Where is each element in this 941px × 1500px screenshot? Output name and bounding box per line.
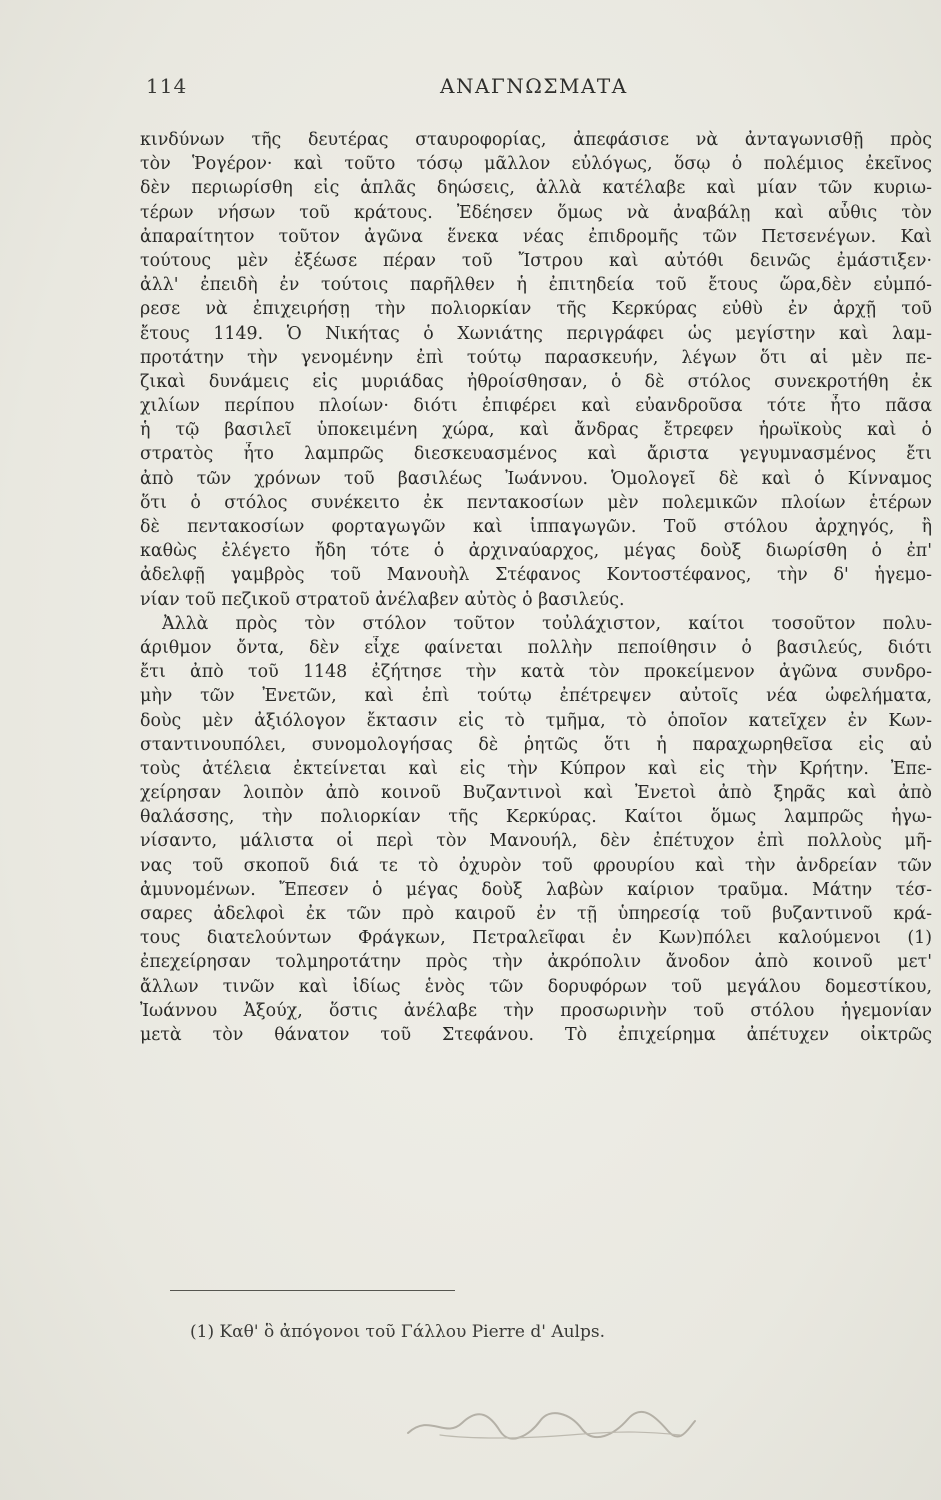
text-line: μὴν τῶν Ἐνετῶν, καὶ ἐπὶ τούτῳ ἐπέτρεψεν αὐτοῖς νέα ὠφελήματα,	[140, 686, 932, 707]
text-line: ἐπεχείρησαν τολμηροτάτην πρὸς τὴν ἀκρόπολιν ἄνοδον ἀπὸ κοινοῦ μετ'	[140, 952, 932, 973]
text-line: χείρησαν λοιπὸν ἀπὸ κοινοῦ Βυζαντινοὶ καὶ Ἐνετοὶ ἀπὸ ξηρᾶς καὶ ἀπὸ	[140, 783, 932, 804]
text-line: ἔτι ἀπὸ τοῦ 1148 ἐζήτησε τὴν κατὰ τὸν προκείμενον ἀγῶνα συνδρο-	[140, 662, 932, 683]
text-line: νίσαντο, μάλιστα οἱ περὶ τὸν Μανουήλ, δὲν ἐπέτυχον ἐπὶ πολλοὺς μῆ-	[140, 831, 932, 852]
text-line: σαρες ἀδελφοὶ ἐκ τῶν πρὸ καιροῦ ἐν τῇ ὑπηρεσίᾳ τοῦ βυζαντινοῦ κρά-	[140, 904, 932, 924]
page-header	[140, 70, 900, 104]
text-line: ἀμυνομένων. Ἔπεσεν ὁ μέγας δοὺξ λαβὼν καίριον τραῦμα. Μάτην τέσ-	[140, 879, 932, 900]
text-line: Ἀλλὰ πρὸς τὸν στόλον τοῦτον τοὐλάχιστον, καίτοι τοσοῦτον πολυ-	[162, 613, 932, 634]
page-number: 114	[146, 74, 188, 98]
text-line: ἀδελφῇ γαμβρὸς τοῦ Μανουὴλ Στέφανος Κοντοστέφανος, τὴν δ' ἡγεμο-	[140, 565, 932, 586]
text-line: ρεσε νὰ ἐπιχειρήσῃ τὴν πολιορκίαν τῆς Κερκύρας εὐθὺ ἐν ἀρχῇ τοῦ	[140, 299, 932, 320]
text-line: τούτους μὲν ἐξέωσε πέραν τοῦ Ἴστρου καὶ αὐτόθι δεινῶς ἐμάστιξεν·	[140, 250, 932, 271]
footnote-divider	[170, 1290, 455, 1291]
text-line: νας τοῦ σκοποῦ διά τε τὸ ὀχυρὸν τοῦ φρουρίου καὶ τὴν ἀνδρείαν τῶν	[140, 855, 932, 876]
text-line: στρατὸς ἦτο λαμπρῶς διεσκευασμένος καὶ ἄριστα γεγυμνασμένος ἔτι	[140, 444, 932, 465]
text-line: θαλάσσης, τὴν πολιορκίαν τῆς Κερκύρας. Καίτοι ὅμως λαμπρῶς ἠγω-	[140, 807, 932, 828]
text-line: δὲν περιωρίσθη εἰς ἁπλᾶς δηώσεις, ἀλλὰ κατέλαβε καὶ μίαν τῶν κυριω-	[140, 178, 932, 199]
text-line: προτάτην τὴν γενομένην ἐπὶ τούτῳ παρασκευήν, λέγων ὅτι αἱ μὲν πε-	[140, 347, 932, 368]
footnote: (1) Καθ' ὃ ἀπόγονοι τοῦ Γάλλου Pierre d' Aulps.	[190, 1322, 605, 1342]
text-line: τους διατελούντων Φράγκων, Πετραλεῖφαι ἐν Κων)πόλει καλούμενοι (1)	[140, 928, 932, 949]
text-line: ἄλλων τινῶν καὶ ἰδίως ἑνὸς τῶν δορυφόρων τοῦ μεγάλου δομεστίκου,	[140, 976, 932, 997]
text-line: σταντινουπόλει, συνομολογήσας δὲ ῥητῶς ὅτι ἡ παραχωρηθεῖσα εἰς αὐ	[140, 734, 932, 755]
text-line: κινδύνων τῆς δευτέρας σταυροφορίας, ἀπεφάσισε νὰ ἀνταγωνισθῇ πρὸς	[140, 130, 932, 150]
text-line: ἔτους 1149. Ὁ Νικήτας ὁ Χωνιάτης περιγράφει ὡς μεγίστην καὶ λαμ-	[140, 323, 932, 344]
text-line: χιλίων περίπου πλοίων· διότι ἐπιφέρει καὶ εὐανδροῦσα τότε ἦτο πᾶσα	[140, 396, 932, 417]
text-line: τέρων νήσων τοῦ κράτους. Ἐδέησεν ὅμως νὰ ἀναβάλῃ καὶ αὖθις τὸν	[140, 202, 932, 223]
text-line: τοὺς ἀτέλεια ἐκτείνεται καὶ εἰς τὴν Κύπρον καὶ εἰς τὴν Κρήτην. Ἐπε-	[140, 758, 932, 779]
running-title: ΑΝΑΓΝΩΣΜΑΤΑ	[440, 74, 628, 98]
text-line: μετὰ τὸν θάνατον τοῦ Στεφάνου. Τὸ ἐπιχείρημα ἀπέτυχεν οἰκτρῶς	[140, 1024, 932, 1045]
text-line: Ἰωάννου Ἀξούχ, ὅστις ἀνέλαβε τὴν προσωρινὴν τοῦ στόλου ἡγεμονίαν	[140, 1000, 932, 1021]
text-line: ἡ τῷ βασιλεῖ ὑποκειμένη χώρα, καὶ ἄνδρας ἔτρεφεν ἡρωϊκοὺς καὶ ὁ	[140, 420, 932, 441]
text-line: νίαν τοῦ πεζικοῦ στρατοῦ ἀνέλαβεν αὐτὸς ὁ βασιλεύς.	[140, 589, 625, 610]
text-line: καθὼς ἐλέγετο ἤδη τότε ὁ ἀρχιναύαρχος, μέγας δοὺξ διωρίσθη ὁ ἐπ'	[140, 541, 932, 562]
text-line: ἀλλ' ἐπειδὴ ἐν τούτοις παρῆλθεν ἡ ἐπιτηδεία τοῦ ἔτους ὥρα,δὲν εὐμπό-	[140, 275, 932, 296]
text-line: ζικαὶ δυνάμεις εἰς μυριάδας ἠθροίσθησαν, ὁ δὲ στόλος συνεκροτήθη ἐκ	[140, 371, 932, 392]
text-line: ἀπαραίτητον τοῦτον ἀγῶνα ἕνεκα νέας ἐπιδρομῆς τῶν Πετσενέγων. Καὶ	[140, 226, 932, 247]
signature-stamp	[400, 1405, 700, 1445]
text-line: δὲ πεντακοσίων φορταγωγῶν καὶ ἱππαγωγῶν. Τοῦ στόλου ἀρχηγός, ἢ	[140, 517, 932, 537]
text-line: ἀπὸ τῶν χρόνων τοῦ βασιλέως Ἰωάννου. Ὁμολογεῖ δὲ καὶ ὁ Κίνναμος	[140, 468, 932, 489]
text-line: τὸν Ῥογέρον· καὶ τοῦτο τόσῳ μᾶλλον εὐλόγως, ὅσῳ ὁ πολέμιος ἐκεῖνος	[140, 154, 932, 175]
text-line: άριθμον ὄντα, δὲν εἶχε φαίνεται πολλὴν πεποίθησιν ὁ βασιλεύς, διότι	[140, 637, 932, 658]
text-line: δοὺς μὲν ἀξιόλογον ἔκτασιν εἰς τὸ τμῆμα, τὸ ὁποῖον κατεῖχεν ἐν Κων-	[140, 710, 932, 731]
text-line: ὅτι ὁ στόλος συνέκειτο ἐκ πεντακοσίων μὲν πολεμικῶν πλοίων ἑτέρων	[140, 492, 932, 513]
body-text	[140, 128, 932, 1047]
